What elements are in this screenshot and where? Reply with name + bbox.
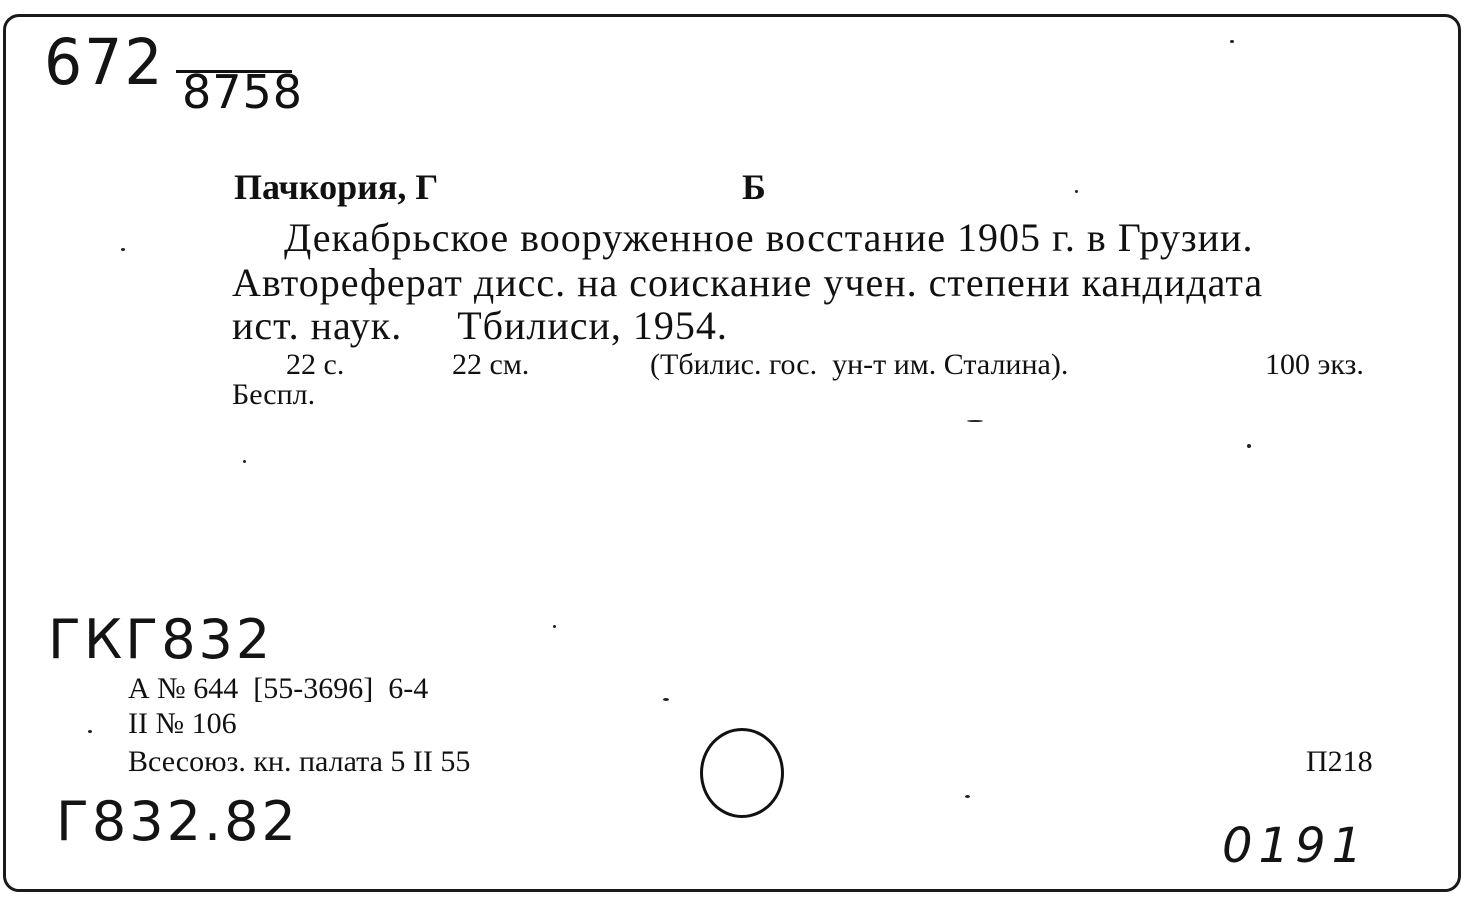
scan-speck xyxy=(1230,40,1234,43)
shelf-mark-primary: ГКГ832 xyxy=(48,608,274,671)
imprint-publisher: (Тбилис. гос. ун-т им. Сталина). xyxy=(650,348,1069,381)
registry-line-1: А № 644 [55-3696] 6-4 xyxy=(128,672,429,705)
scan-speck xyxy=(1247,444,1251,448)
imprint-copies: 100 экз. xyxy=(1265,348,1364,381)
imprint-pages: 22 с. xyxy=(286,348,345,381)
title-line-2: Автореферат дисс. на соискание учен. степени кандидата xyxy=(232,260,1264,305)
scan-speck xyxy=(88,730,92,733)
title-line-1: Декабрьское вооруженное восстание 1905 г. в Грузии. xyxy=(284,215,1254,260)
shelf-mark-secondary: Г832.82 xyxy=(56,790,299,853)
call-number-sub: 8758 xyxy=(182,65,304,119)
author-name: Пачкория, Г xyxy=(234,167,439,207)
inventory-number: 0191 xyxy=(1222,818,1369,874)
scan-speck xyxy=(965,795,970,798)
punch-hole xyxy=(700,728,784,818)
scan-speck xyxy=(121,248,125,251)
registry-line-2: II № 106 xyxy=(128,707,237,740)
scan-speck xyxy=(967,420,983,422)
call-number-main: 672 xyxy=(44,26,165,100)
scan-speck xyxy=(243,460,246,463)
registry-line-3: Всесоюз. кн. палата 5 II 55 xyxy=(128,745,471,778)
scan-speck xyxy=(1075,190,1078,193)
scan-speck xyxy=(663,698,669,701)
print-code: П218 xyxy=(1306,745,1373,778)
scan-speck xyxy=(553,625,556,628)
price-note: Беспл. xyxy=(232,378,316,411)
imprint-size: 22 см. xyxy=(452,348,530,381)
author-initial: Б xyxy=(742,167,766,207)
title-line-3: ист. наук. Тбилиси, 1954. xyxy=(232,303,728,348)
